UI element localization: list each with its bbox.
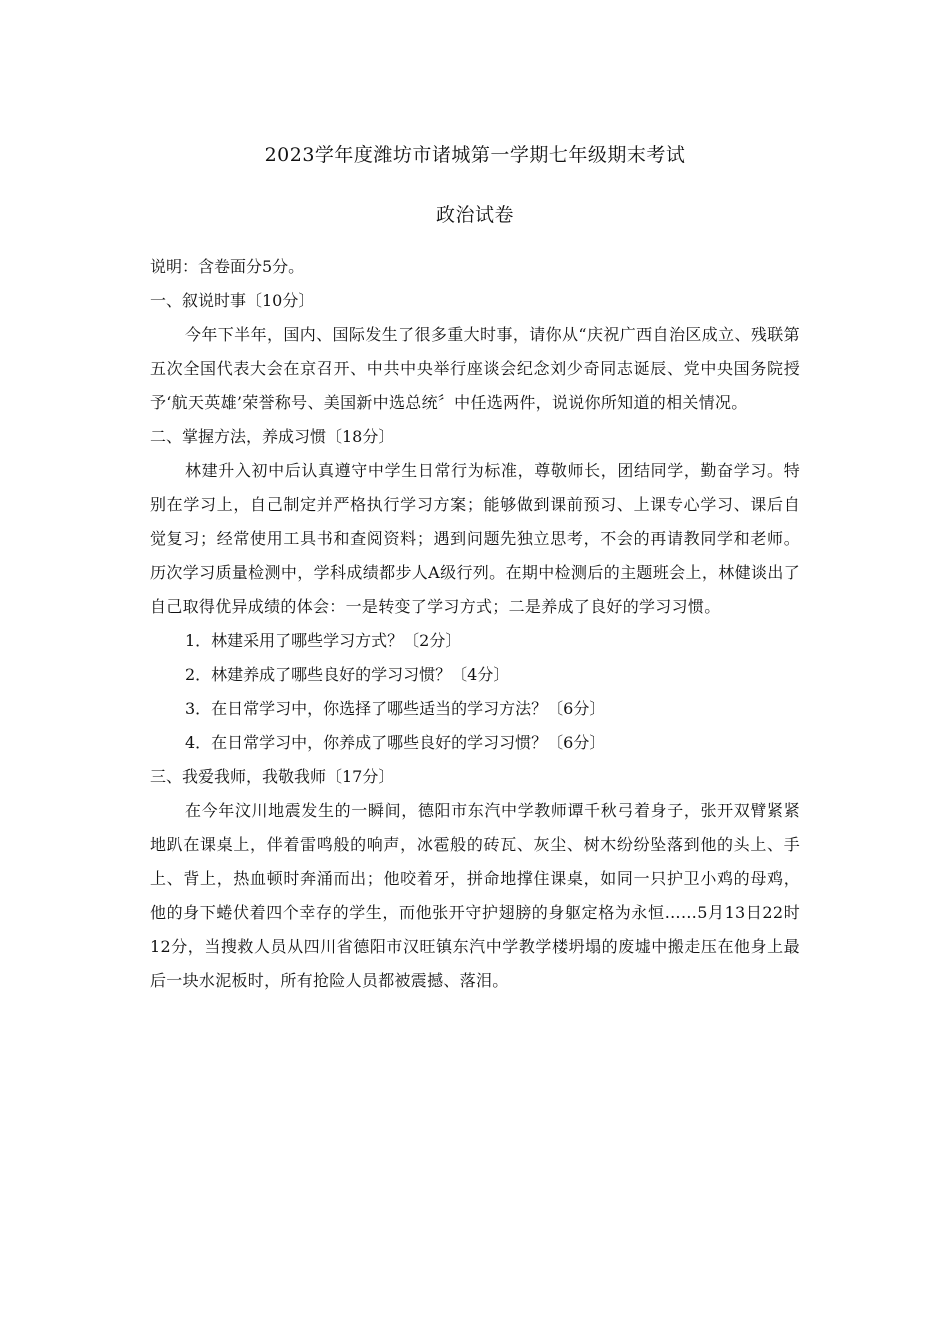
section1-heading: 一、叙说时事〔10分〕: [150, 291, 315, 310]
exam-title: 2023学年度潍坊市诸城第一学期七年级期末考试: [264, 144, 686, 166]
exam-subtitle: 政治试卷: [435, 204, 514, 226]
section3-heading: 三、我爱我师，我敬我师〔17分〕: [150, 767, 395, 786]
section2-question: 4．在日常学习中，你养成了哪些良好的学习习惯？〔6分〕: [185, 733, 606, 752]
exam-note: 说明：含卷面分5分。: [150, 257, 305, 276]
exam-content: [150, 250, 800, 998]
section2-paragraph: 林建升入初中后认真遵守中学生日常行为标准，尊敬师长，团结同学，勤奋学习。特别在学习上，自己制定并严格执行学习方案；能够做到课前预习、上课专心学习、课后自觉复习；经常使用工具书和查阅资料；遇到问题先独立思考，不会的再请教同学和老师。历次学习质量检测中，学科成绩都步人A级行列。在期中检测后的主题班会上，林健谈出了自己取得优异成绩的体会：一是转变了学习方式；二是养成了良好的学习习惯。: [150, 461, 800, 616]
section2-question: 1．林建采用了哪些学习方式？〔2分〕: [185, 631, 462, 650]
section2-heading: 二、掌握方法，养成习惯〔18分〕: [150, 427, 395, 446]
section2-question: 2．林建养成了哪些良好的学习习惯？〔4分〕: [185, 665, 510, 684]
section3-paragraph: 在今年汶川地震发生的一瞬间，德阳市东汽中学教师谭千秋弓着身子，张开双臂紧紧地趴在课桌上，伴着雷鸣般的响声，冰雹般的砖瓦、灰尘、树木纷纷坠落到他的头上、手上、背上，热血顿时奔涌而出；他咬着牙，拼命地撑住课桌，如同一只护卫小鸡的母鸡，他的身下蜷伏着四个幸存的学生，而他张开守护翅膀的身躯定格为永恒……5月13日22时12分，当搜救人员从四川省德阳市汉旺镇东汽中学教学楼坍塌的废墟中搬走压在他身上最后一块水泥板时，所有抢险人员都被震撼、落泪。: [150, 801, 800, 990]
section1-paragraph: 今年下半年，国内、国际发生了很多重大时事，请你从“庆祝广西自治区成立、残联第五次全国代表大会在京召开、中共中央举行座谈会纪念刘少奇同志诞辰、党中央国务院授予‘航天英雄’荣誉称号、美国新中选总统〞中任选两件，说说你所知道的相关情况。: [150, 325, 800, 412]
section2-question: 3．在日常学习中，你选择了哪些适当的学习方法？〔6分〕: [185, 699, 606, 718]
